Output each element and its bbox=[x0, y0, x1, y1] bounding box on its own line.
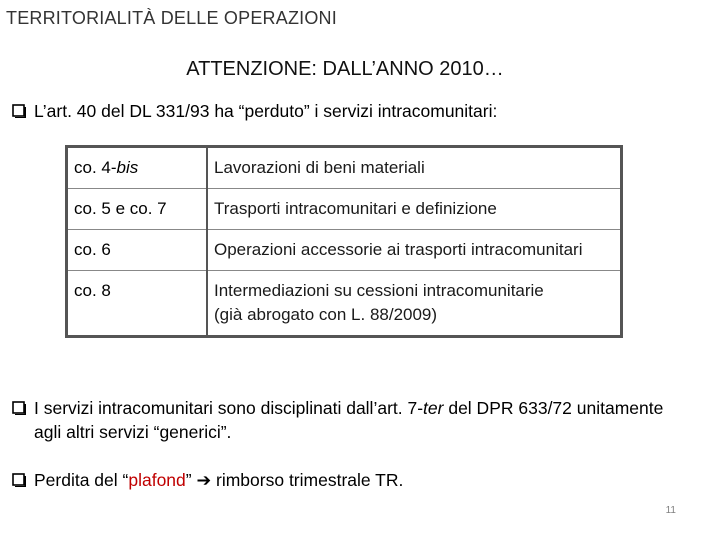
checkbox-square-icon bbox=[12, 99, 28, 118]
table-row bbox=[67, 147, 622, 189]
bullet-servizi bbox=[12, 396, 690, 444]
bullet-art40 bbox=[12, 99, 690, 123]
bullet-text-part: I servizi intracomunitari sono disciplinati dall’art. 7- bbox=[34, 398, 424, 418]
table-row bbox=[67, 230, 622, 271]
table-cell-ref: co. 5 e co. 7 bbox=[67, 189, 208, 230]
slide-subtitle: ATTENZIONE: DALL’ANNO 2010… bbox=[186, 58, 504, 80]
table-cell-desc: Trasporti intracomunitari e definizione bbox=[207, 189, 622, 230]
table-row bbox=[67, 189, 622, 230]
bullet-text bbox=[34, 468, 674, 492]
bullet-text: L’art. 40 del DL 331/93 ha “perduto” i servizi intracomunitari: bbox=[34, 101, 498, 121]
bullet-text-italic: ter bbox=[423, 398, 444, 418]
bullet-text bbox=[34, 396, 674, 444]
table-cell-desc bbox=[207, 271, 622, 337]
table-row bbox=[67, 271, 622, 337]
table-cell-desc: Operazioni accessorie ai trasporti intracomunitari bbox=[207, 230, 622, 271]
ref-italic-text: bis bbox=[116, 158, 139, 177]
table-cell-desc: Lavorazioni di beni materiali bbox=[207, 147, 622, 189]
bullet-plafond bbox=[12, 468, 690, 492]
checkbox-square-icon bbox=[12, 396, 28, 415]
abrogation-note: (già abrogato con L. 88/2009) bbox=[214, 305, 438, 324]
page-number: 11 bbox=[665, 505, 676, 516]
table-cell-ref: co. 6 bbox=[67, 230, 208, 271]
ref-text: co. 4- bbox=[74, 158, 117, 177]
table-cell-ref: co. 8 bbox=[67, 271, 208, 337]
desc-text: Intermediazioni su cessioni intracomunitarie bbox=[214, 281, 544, 300]
table-cell-ref bbox=[67, 147, 208, 189]
right-arrow-icon: ➔ bbox=[196, 470, 212, 490]
slide-title: TERRITORIALITÀ DELLE OPERAZIONI bbox=[6, 8, 337, 28]
bullet-text-part: del DPR 633/72 unitamente agli altri servizi “generici”. bbox=[34, 398, 664, 442]
bullet-text-part: Perdita del “ bbox=[34, 470, 129, 490]
plafond-highlight: plafond bbox=[128, 470, 186, 490]
checkbox-square-icon bbox=[12, 468, 28, 487]
bullet-text-part: ” bbox=[185, 470, 192, 490]
bullet-text-part: rimborso trimestrale TR. bbox=[211, 470, 404, 490]
operations-table bbox=[65, 145, 623, 338]
